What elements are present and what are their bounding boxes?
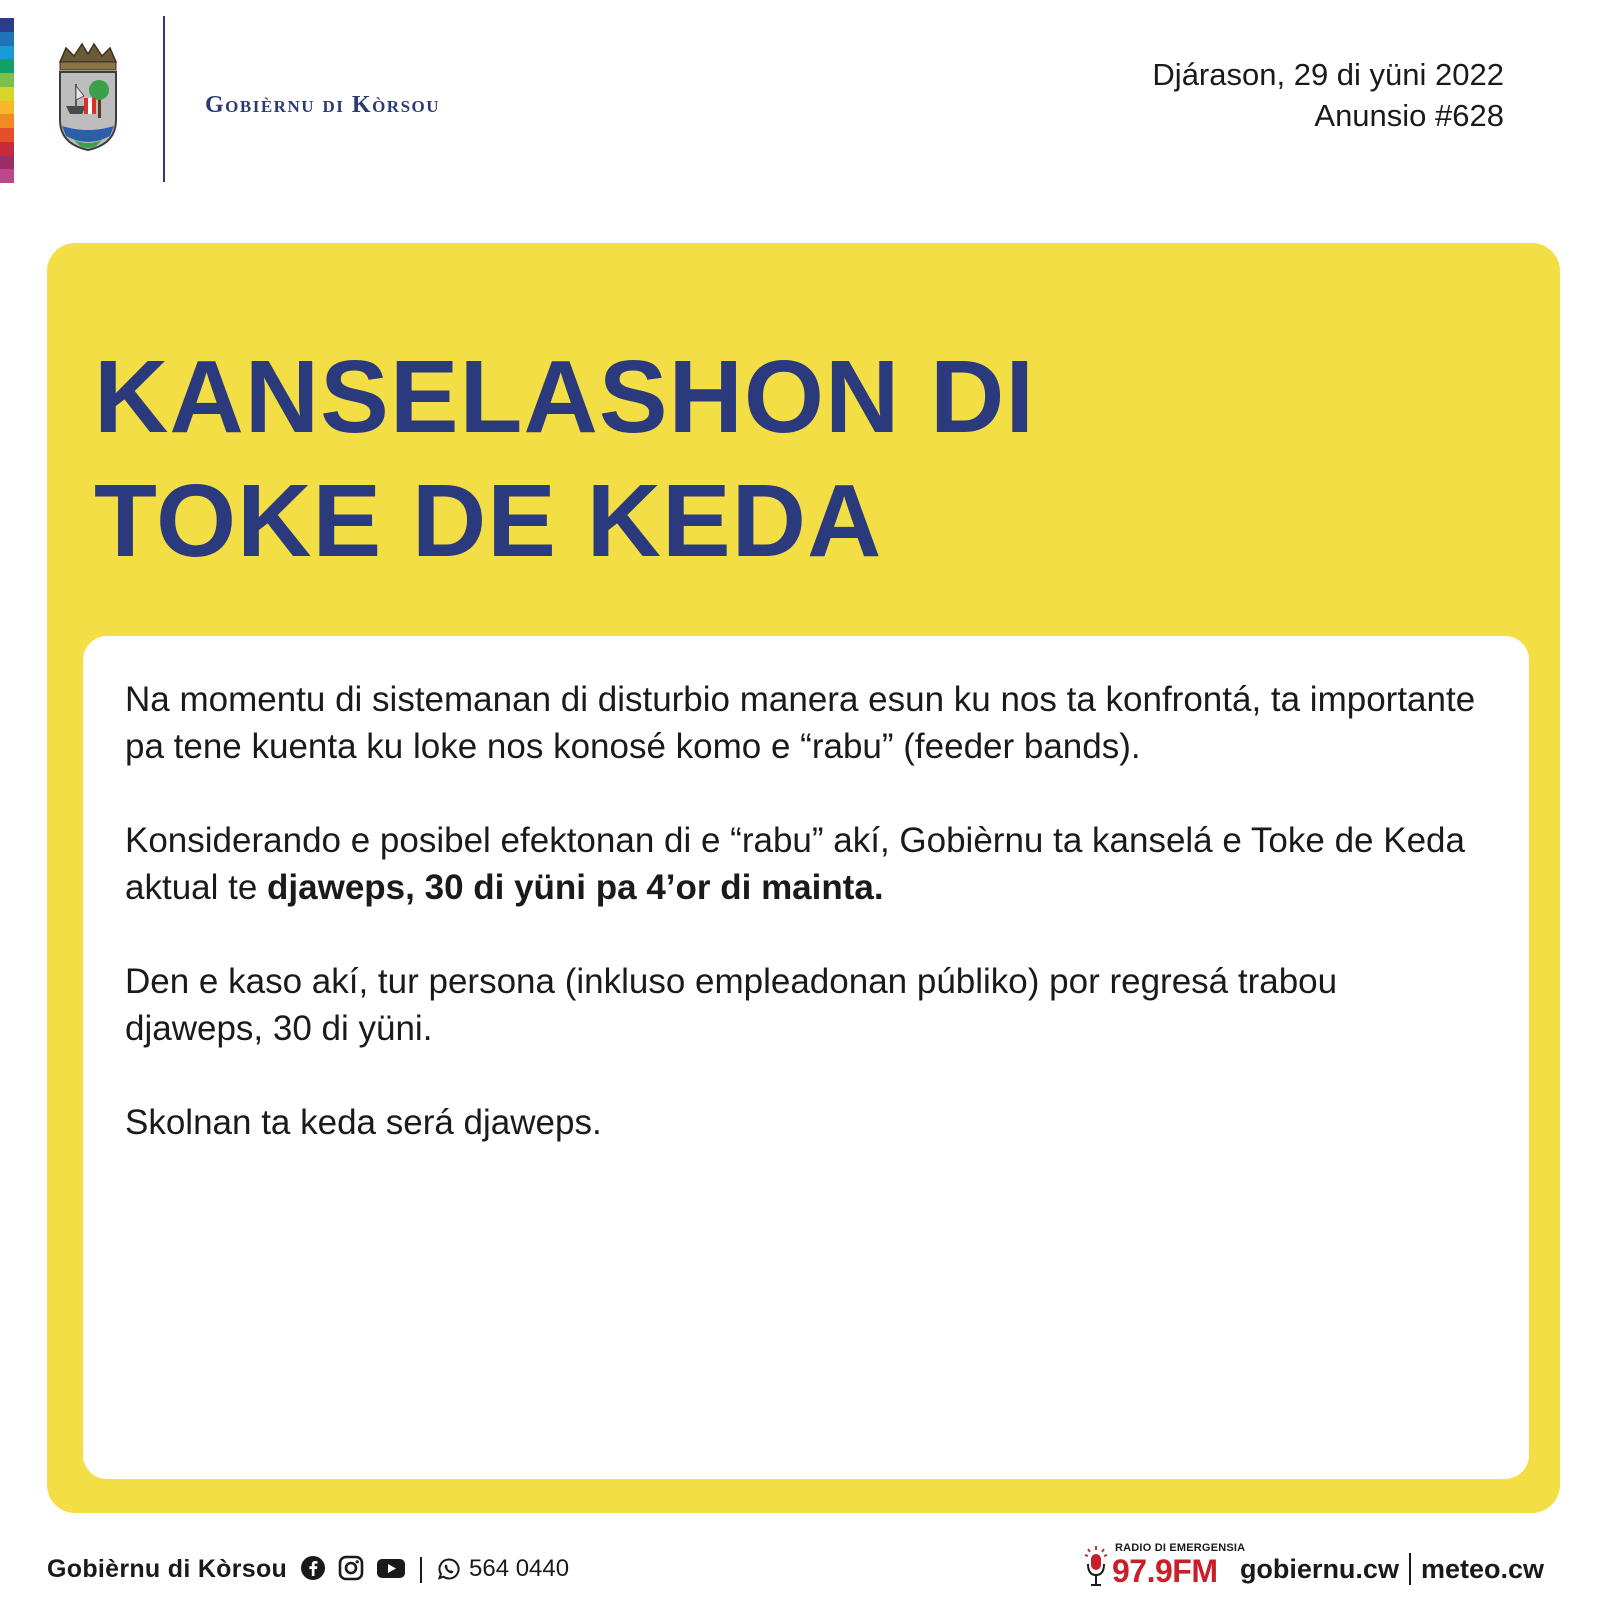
radio-label: RADIO DI EMERGENSIA bbox=[1115, 1542, 1246, 1554]
strip-segment bbox=[0, 101, 14, 115]
coat-of-arms-icon bbox=[52, 40, 124, 152]
footer bbox=[0, 1542, 1600, 1595]
header-divider bbox=[163, 16, 165, 182]
facebook-icon[interactable] bbox=[300, 1555, 326, 1581]
body-card bbox=[83, 636, 1529, 1479]
strip-segment bbox=[0, 73, 14, 87]
body-paragraph-2 bbox=[125, 817, 1479, 911]
whatsapp-contact[interactable] bbox=[437, 1555, 569, 1583]
headline-line-2: TOKE DE KEDA bbox=[94, 463, 883, 578]
strip-segment bbox=[0, 18, 14, 32]
phone-number: 564 0440 bbox=[469, 1555, 570, 1582]
strip-segment bbox=[0, 128, 14, 142]
brand-color-strip bbox=[0, 18, 14, 183]
link-meteo[interactable]: meteo.cw bbox=[1420, 1553, 1544, 1584]
strip-segment bbox=[0, 169, 14, 183]
youtube-icon[interactable] bbox=[376, 1555, 406, 1581]
microphone-icon bbox=[1082, 1544, 1110, 1588]
org-title: Gobièrnu di Kòrsou bbox=[205, 92, 441, 118]
footer-separator bbox=[420, 1557, 422, 1583]
strip-segment bbox=[0, 59, 14, 73]
body-paragraph-3: Den e kaso akí, tur persona (inkluso empleadonan públiko) por regresá trabou djaweps, 30 di yüni. bbox=[125, 962, 1338, 1048]
body-paragraph-1: Na momentu di sistemanan di disturbio manera esun ku nos ta konfrontá, ta importante pa tene kuenta ku loke nos konosé komo e “rabu” (feeder bands). bbox=[125, 680, 1476, 766]
whatsapp-icon bbox=[437, 1557, 461, 1581]
body-paragraph-4: Skolnan ta keda será djaweps. bbox=[125, 1103, 602, 1142]
strip-segment bbox=[0, 32, 14, 46]
strip-segment bbox=[0, 142, 14, 156]
footer-org-name: Gobièrnu di Kòrsou bbox=[47, 1555, 288, 1583]
headline bbox=[94, 335, 1035, 583]
links-divider bbox=[1409, 1553, 1411, 1585]
strip-segment bbox=[0, 46, 14, 60]
announcement-date: Djárason, 29 di yüni 2022 bbox=[1152, 57, 1504, 92]
strip-segment bbox=[0, 87, 14, 101]
announcement-panel bbox=[47, 243, 1560, 1513]
social-links bbox=[300, 1555, 406, 1581]
headline-line-1: KANSELASHON DI bbox=[94, 339, 1036, 454]
body-paragraph-2-bold: djaweps, 30 di yüni pa 4’or di mainta. bbox=[267, 868, 884, 907]
body-paragraph-2-text: Konsiderando e posibel efektonan di e “rabu” akí, Gobièrnu ta kanselá e Toke de Keda aktual te bbox=[125, 821, 1465, 907]
strip-segment bbox=[0, 156, 14, 170]
instagram-icon[interactable] bbox=[338, 1555, 364, 1581]
header-meta bbox=[1152, 54, 1504, 136]
link-gobiernu[interactable]: gobiernu.cw bbox=[1239, 1553, 1399, 1584]
radio-frequency: 97.9FM bbox=[1112, 1553, 1218, 1589]
footer-links bbox=[1240, 1553, 1544, 1585]
announcement-number: Anunsio #628 bbox=[1314, 98, 1504, 133]
strip-segment bbox=[0, 114, 14, 128]
